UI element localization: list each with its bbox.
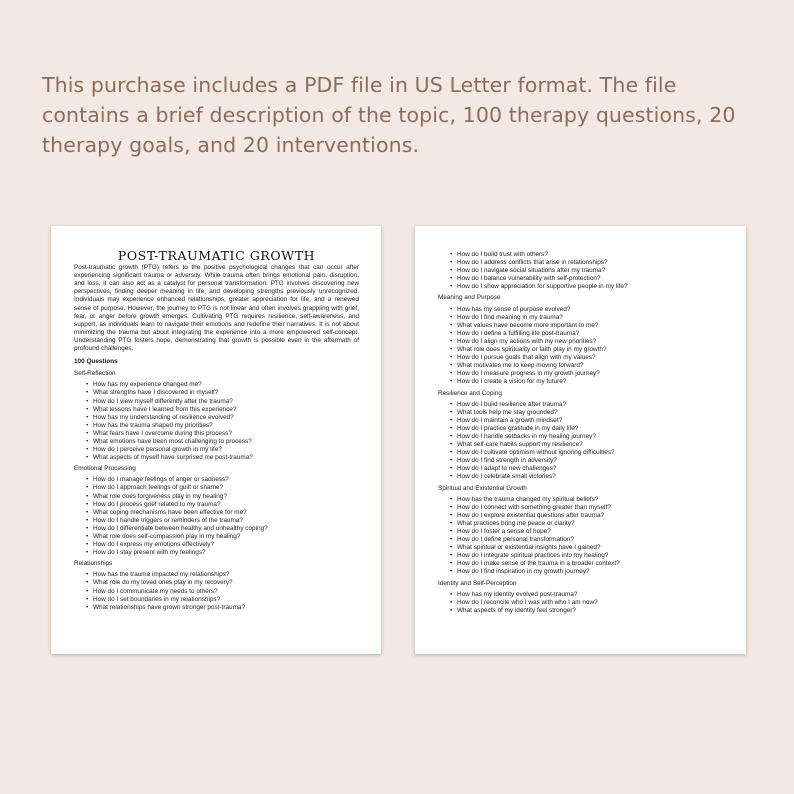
question-item: • What practices bring me peace or clarity? (450, 520, 724, 528)
section-heading: Identity and Self-Perception (438, 579, 517, 587)
question-item: • How do I make sense of the trauma in a broader context? (450, 560, 724, 568)
question-item: • How do I pursue goals that align with my values? (450, 354, 724, 362)
question-item: • What lessons have I learned from this experience? (86, 406, 359, 414)
question-item: • What motivates me to keep moving forward? (450, 362, 724, 370)
continued-question-list (450, 251, 724, 291)
right-question-sections (438, 294, 724, 614)
question-item: • How do I view myself differently after the trauma? (86, 398, 359, 406)
question-list (450, 401, 724, 482)
section-heading: Relationships (74, 560, 113, 568)
question-item: • How do I set boundaries in my relationships? (86, 596, 359, 604)
question-item: • How do I navigate social situations after my trauma? (450, 267, 724, 275)
question-list (450, 591, 724, 615)
question-item: • What self-care habits support my resilience? (450, 441, 724, 449)
section-heading: Spiritual and Existential Growth (438, 484, 527, 492)
question-item: • How do I handle triggers or reminders of the trauma? (86, 517, 359, 525)
document-title: POST-TRAUMATIC GROWTH (117, 248, 316, 263)
question-item: • How do I adapt to new challenges? (450, 465, 724, 473)
question-item: • How do I perceive personal growth in my life? (86, 446, 359, 454)
question-list (450, 496, 724, 577)
question-item: • How has the trauma changed my spiritual beliefs? (450, 496, 724, 504)
question-list (86, 381, 359, 462)
question-item: • How has my identity evolved post-trauma? (450, 591, 724, 599)
question-item: • How do I build trust with others? (450, 251, 724, 259)
question-item: • How do I find strength in adversity? (450, 457, 724, 465)
question-list (450, 306, 724, 387)
question-item: • How do I differentiate between healthy and unhealthy coping? (86, 525, 359, 533)
document-page-left (51, 226, 381, 654)
question-item: • How do I build resilience after trauma? (450, 401, 724, 409)
question-item: • What role does spirituality or faith play in my growth? (450, 346, 724, 354)
question-item: • How do I find meaning in my trauma? (450, 314, 724, 322)
question-item: • How do I create a vision for my future? (450, 378, 724, 386)
question-item: • How do I foster a sense of hope? (450, 528, 724, 536)
question-item: • How has my experience changed me? (86, 381, 359, 389)
section-heading: Meaning and Purpose (438, 294, 501, 302)
question-item: • What values have become more important to me? (450, 322, 724, 330)
question-item: • How do I connect with something greater than myself? (450, 504, 724, 512)
section-heading: Resilience and Coping (438, 389, 502, 397)
question-item: • How do I practice gratitude in my daily life? (450, 425, 724, 433)
question-item: • How do I manage feelings of anger or sadness? (86, 476, 359, 484)
question-item: • What fears have I overcome during this process? (86, 430, 359, 438)
question-item: • How do I address conflicts that arise in relationships? (450, 259, 724, 267)
question-item: • How do I reconcile who I was with who I am now? (450, 599, 724, 607)
question-item: • What emotions have been most challenging to process? (86, 438, 359, 446)
question-item: • How do I balance vulnerability with self-protection? (450, 275, 724, 283)
question-item: • How do I explore existential questions after trauma? (450, 512, 724, 520)
questions-heading: 100 Questions (74, 358, 118, 366)
question-item: • How has the trauma shaped my priorities? (86, 422, 359, 430)
section-heading: Self-Reflection (74, 370, 116, 378)
question-item: • How do I align my actions with my new priorities? (450, 338, 724, 346)
question-item: • What role does self-compassion play in my healing? (86, 533, 359, 541)
document-page-right (415, 226, 746, 654)
question-item: • How has my understanding of resilience evolved? (86, 414, 359, 422)
question-item: • What role do my loved ones play in my recovery? (86, 579, 359, 587)
question-item: • How do I process grief related to my trauma? (86, 501, 359, 509)
question-item: • How do I define a fulfilling life post-trauma? (450, 330, 724, 338)
question-item: • How do I measure progress in my growth journey? (450, 370, 724, 378)
question-item: • How do I find inspiration in my growth journey? (450, 568, 724, 576)
question-item: • What aspects of my identity feel stronger? (450, 607, 724, 615)
question-item: • How do I cultivate optimism without ignoring difficulties? (450, 449, 724, 457)
question-item: • How do I communicate my needs to others? (86, 588, 359, 596)
question-list (86, 571, 359, 611)
question-item: • How do I approach feelings of guilt or shame? (86, 484, 359, 492)
left-question-sections (74, 370, 359, 612)
section-heading: Emotional Processing (74, 465, 136, 473)
question-item: • What coping mechanisms have been effective for me? (86, 509, 359, 517)
question-item: • How do I define personal transformation? (450, 536, 724, 544)
question-item: • What role does forgiveness play in my healing? (86, 493, 359, 501)
question-item: • What spiritual or existential insights have I gained? (450, 544, 724, 552)
headline-description: This purchase includes a PDF file in US Letter format. The file contains a brief description of the topic, 100 therapy questions, 20 therapy goals, and 20 interventions. (42, 73, 736, 157)
question-list (86, 476, 359, 557)
question-item: • What tools help me stay grounded? (450, 409, 724, 417)
question-item: • What relationships have grown stronger post-trauma? (86, 604, 359, 612)
question-item: • What strengths have I discovered in myself? (86, 389, 359, 397)
intro-paragraph: Post-traumatic growth (PTG) refers to the positive psychological changes that can occur after experiencing significant trauma or adversity. While trauma often brings emotional pain, disruption, and loss, it can also act as a catalyst for personal transformation. PTG involves discovering new perspectives, finding deeper meaning in life, and developing strengths previously unrecognized. Individuals may experience enhanced relationships, greater appreciation for life, and a renewed sense of purpose. However, the journey to PTG is not linear and often involves grappling with grief, fear, or anger before growth emerges. Cultivating PTG requires resilience, self-awareness, and support, as individuals learn to navigate their emotions and redefine their narratives. It is not about minimizing the trauma but about integrating the experience into a more empowered self-concept. Understanding PTG fosters hope, demonstrating that growth is possible even in the aftermath of profound challenges. (74, 264, 359, 353)
question-item: • How do I express my emotions effectively? (86, 541, 359, 549)
question-item: • How do I show appreciation for supportive people in my life? (450, 283, 724, 291)
question-item: • How do I maintain a growth mindset? (450, 417, 724, 425)
question-item: • How has the trauma impacted my relationships? (86, 571, 359, 579)
question-item: • How do I celebrate small victories? (450, 473, 724, 481)
question-item: • How do I stay present with my feelings? (86, 549, 359, 557)
question-item: • How do I handle setbacks in my healing journey? (450, 433, 724, 441)
question-item: • How do I integrate spiritual practices into my healing? (450, 552, 724, 560)
question-item: • How has my sense of purpose evolved? (450, 306, 724, 314)
question-item: • What aspects of myself have surprised me post-trauma? (86, 454, 359, 462)
